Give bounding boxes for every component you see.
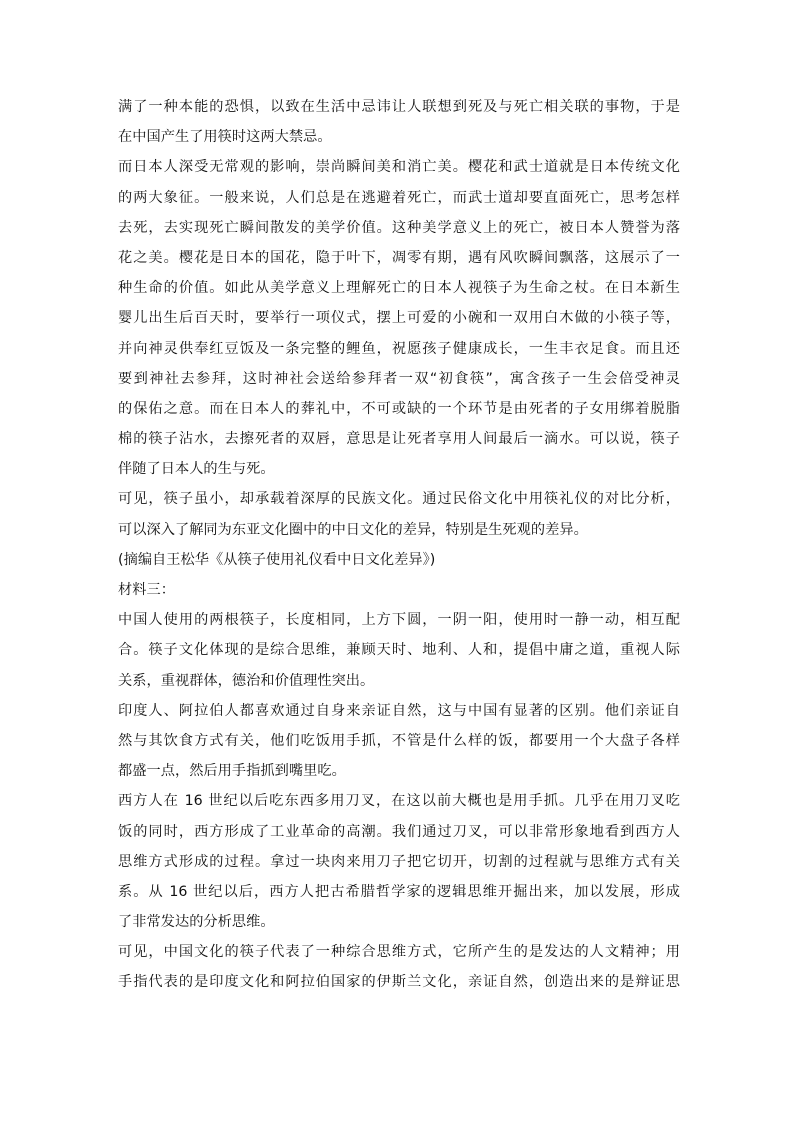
text-line: 合。筷子文化体现的是综合思维，兼顾天时、地利、人和，提倡中庸之道，重视人际 (118, 642, 680, 659)
text-line: 关系，重视群体，德治和价值理性突出。 (118, 672, 375, 689)
text-line: 花之美。樱花是日本的国花，隐于叶下，凋零有期，遇有风吹瞬间飘落，这展示了一 (118, 249, 680, 266)
text-line: 满了一种本能的恐惧，以致在生活中忌讳让人联想到死及与死亡相关联的事物，于是 (118, 99, 680, 115)
text-line: 在中国产生了用筷时这两大禁忌。 (118, 129, 332, 146)
text-line: 而日本人深受无常观的影响，崇尚瞬间美和消亡美。樱花和武士道就是日本传统文化 (118, 159, 680, 176)
text-line: 可见，中国文化的筷子代表了一种综合思维方式，它所产生的是发达的人文精神；用 (118, 944, 680, 961)
text-line: 可以深入了解同为东亚文化圈中的中日文化的差异，特别是生死观的差异。 (118, 521, 588, 538)
text-line: 棉的筷子沾水，去擦死者的双唇，意思是让死者享用人间最后一滴水。可以说，筷子 (118, 431, 680, 448)
text-line: 去死，去实现死亡瞬间散发的美学价值。这种美学意义上的死亡，被日本人赞誉为落 (118, 219, 680, 236)
text-line: 西方人在 16 世纪以后吃东西多用刀叉，在这以前大概也是用手抓。几乎在用刀叉吃 (118, 793, 680, 810)
text-line: 中国人使用的两根筷子，长度相同，上方下圆，一阴一阳，使用时一静一动，相互配 (118, 612, 680, 629)
text-line: 并向神灵供奉红豆饭及一条完整的鲤鱼，祝愿孩子健康成长，一生丰衣足食。而且还 (118, 340, 680, 357)
text-line: 婴儿出生后百天时，要举行一项仪式，摆上可爱的小碗和一双用白木做的小筷子等， (118, 310, 680, 327)
article-body (118, 92, 680, 998)
text-line: 印度人、阿拉伯人都喜欢通过自身来亲证自然，这与中国有显著的区别。他们亲证自 (118, 702, 680, 719)
text-line: 系。从 16 世纪以后，西方人把古希腊哲学家的逻辑思维开掘出来，加以发展，形成 (118, 883, 680, 900)
text-line: 可见，筷子虽小，却承载着深厚的民族文化。通过民俗文化中用筷礼仪的对比分析， (118, 491, 680, 508)
text-line: 材料三： (118, 582, 175, 598)
text-line: 了非常发达的分析思维。 (118, 914, 275, 931)
text-line: 然与其饮食方式有关，他们吃饭用手抓，不管是什么样的饭，都要用一个大盘子各样 (118, 732, 680, 749)
text-line: 的两大象征。一般来说，人们总是在逃避着死亡，而武士道却要直面死亡，思考怎样 (118, 189, 680, 206)
text-line: 饭的同时，西方形成了工业革命的高潮。我们通过刀叉，可以非常形象地看到西方人 (118, 823, 680, 840)
text-line: 思维方式形成的过程。拿过一块肉来用刀子把它切开，切割的过程就与思维方式有关 (118, 853, 680, 870)
text-line: 要到神社去参拜，这时神社会送给参拜者一双“初食筷”，寓含孩子一生会倍受神灵 (118, 370, 680, 387)
text-line: (摘编自王松华《从筷子使用礼仪看中日文化差异》) (118, 551, 436, 568)
text-line: 都盛一点，然后用手指抓到嘴里吃。 (118, 763, 346, 780)
text-line: 伴随了日本人的生与死。 (118, 461, 275, 478)
text-line: 的保佑之意。而在日本人的葬礼中，不可或缺的一个环节是由死者的子女用绑着脱脂 (118, 400, 680, 417)
text-line: 手指代表的是印度文化和阿拉伯国家的伊斯兰文化，亲证自然，创造出来的是辩证思 (118, 974, 680, 991)
text-line: 种生命的价值。如此从美学意义上理解死亡的日本人视筷子为生命之杖。在日本新生 (118, 280, 680, 297)
